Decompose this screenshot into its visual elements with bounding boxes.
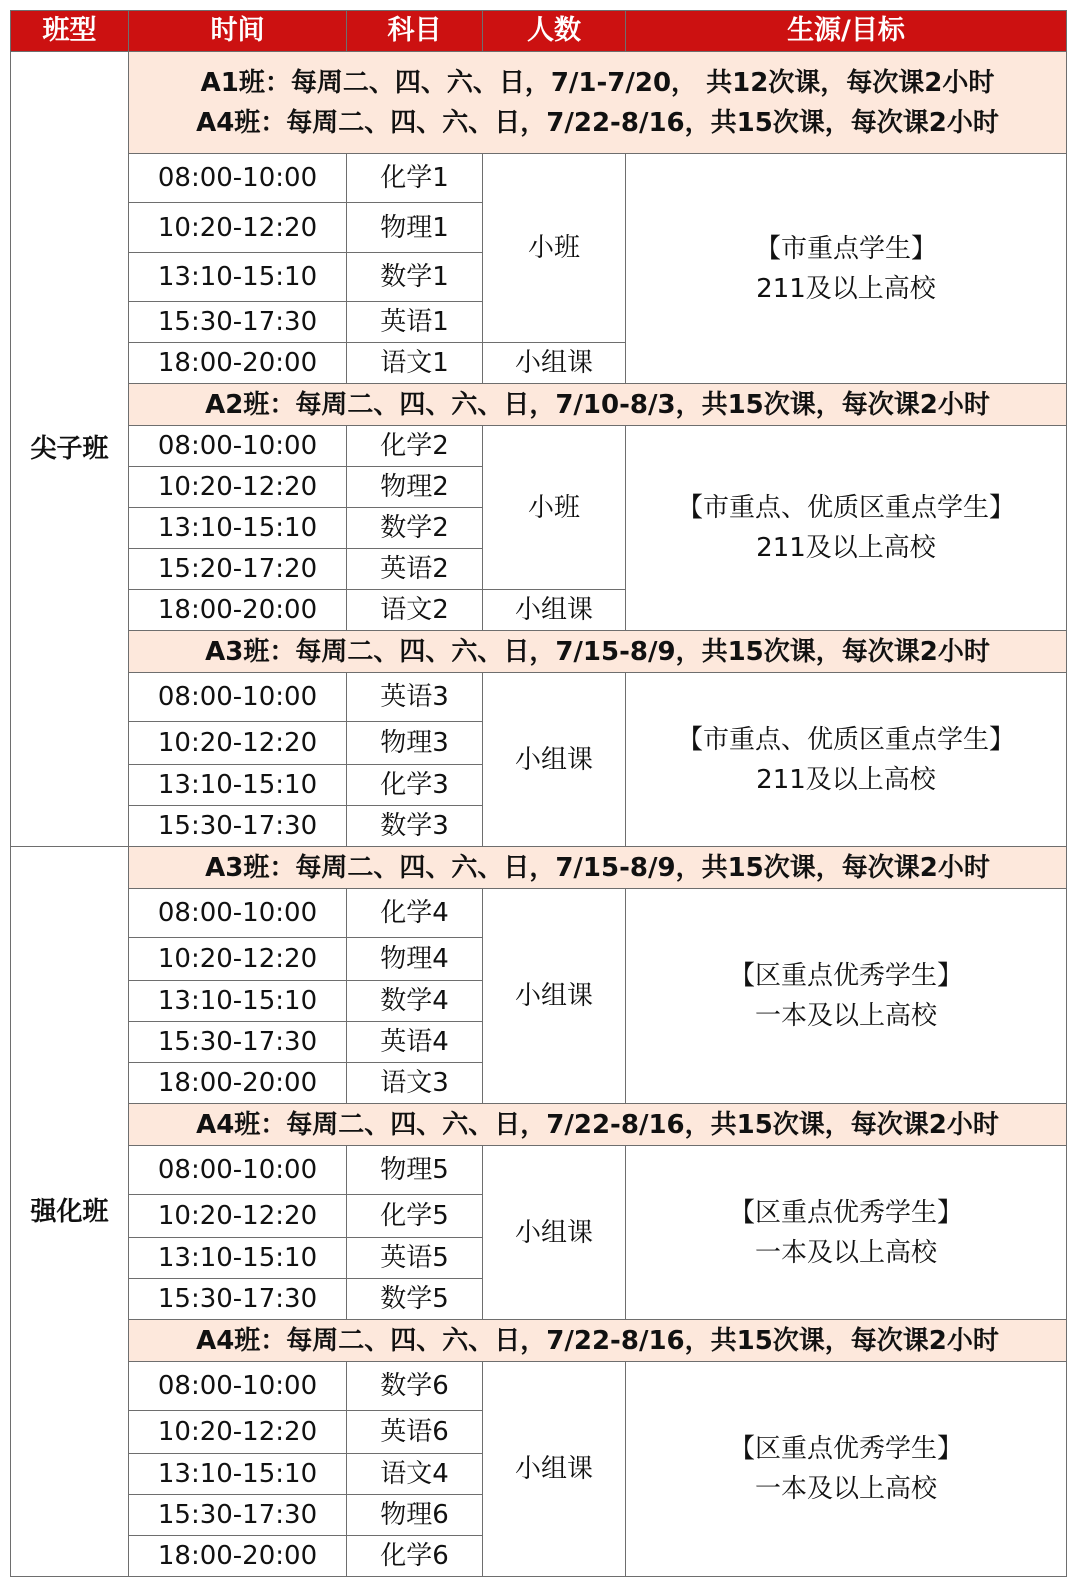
class-size-cell: 小组课 (483, 673, 626, 847)
class-size-cell: 小组课 (483, 1362, 626, 1577)
time-cell: 13:10-15:10 (129, 765, 347, 806)
section-header-row (11, 1104, 1067, 1146)
time-cell: 10:20-12:20 (129, 1195, 347, 1238)
class-size-cell: 小班 (483, 154, 626, 343)
time-cell: 10:20-12:20 (129, 722, 347, 765)
class-size-extra-cell: 小组课 (483, 343, 626, 384)
section-title-line: A4班：每周二、四、六、日，7/22-8/16，共15次课，每次课2小时 (196, 107, 999, 138)
target-line: 【区重点优秀学生】 (728, 1434, 963, 1464)
header-subject: 科目 (347, 11, 483, 52)
time-cell: 13:10-15:10 (129, 1454, 347, 1495)
table-row (11, 154, 1067, 203)
subject-cell: 数学4 (347, 981, 483, 1022)
time-cell: 15:30-17:30 (129, 806, 347, 847)
time-cell: 10:20-12:20 (129, 938, 347, 981)
section-title-line: A4班：每周二、四、六、日，7/22-8/16，共15次课，每次课2小时 (196, 1325, 999, 1356)
category-cell: 尖子班 (11, 52, 129, 847)
section-header-row (11, 631, 1067, 673)
subject-cell: 化学3 (347, 765, 483, 806)
time-cell: 13:10-15:10 (129, 1238, 347, 1279)
table-row (11, 673, 1067, 722)
target-line: 一本及以上高校 (754, 1237, 937, 1268)
time-cell: 08:00-10:00 (129, 673, 347, 722)
time-cell: 15:30-17:30 (129, 302, 347, 343)
section-header-row (11, 52, 1067, 154)
header-class-size: 人数 (483, 11, 626, 52)
class-size-cell: 小组课 (483, 1146, 626, 1320)
target-cell (626, 426, 1067, 631)
target-line: 一本及以上高校 (754, 1001, 937, 1031)
subject-cell: 物理1 (347, 203, 483, 253)
target-line: 211及以上高校 (756, 533, 936, 563)
subject-cell: 英语6 (347, 1411, 483, 1454)
section-title-line: A2班：每周二、四、六、日，7/10-8/3，共15次课，每次课2小时 (205, 389, 990, 420)
subject-cell: 英语4 (347, 1022, 483, 1063)
class-size-cell: 小组课 (483, 889, 626, 1104)
subject-cell: 语文1 (347, 343, 483, 384)
time-cell: 08:00-10:00 (129, 1362, 347, 1411)
subject-cell: 数学1 (347, 253, 483, 302)
subject-cell: 化学5 (347, 1195, 483, 1238)
target-line: 【区重点优秀学生】 (728, 961, 963, 991)
time-cell: 08:00-10:00 (129, 1146, 347, 1195)
class-size-extra-cell: 小组课 (483, 590, 626, 631)
section-header-row (11, 1320, 1067, 1362)
subject-cell: 物理6 (347, 1495, 483, 1536)
time-cell: 15:20-17:20 (129, 549, 347, 590)
time-cell: 13:10-15:10 (129, 981, 347, 1022)
time-cell: 08:00-10:00 (129, 154, 347, 203)
target-line: 【区重点优秀学生】 (728, 1197, 963, 1228)
subject-cell: 语文2 (347, 590, 483, 631)
target-line: 【市重点、优质区重点学生】 (676, 493, 1015, 523)
subject-cell: 化学1 (347, 154, 483, 203)
section-header-row (11, 847, 1067, 889)
header-target: 生源/目标 (626, 11, 1067, 52)
target-line: 211及以上高校 (756, 273, 936, 304)
time-cell: 15:30-17:30 (129, 1279, 347, 1320)
section-title-line: A3班：每周二、四、六、日，7/15-8/9，共15次课，每次课2小时 (205, 852, 990, 883)
subject-cell: 数学6 (347, 1362, 483, 1411)
subject-cell: 化学4 (347, 889, 483, 938)
table-row (11, 1362, 1067, 1411)
time-cell: 08:00-10:00 (129, 426, 347, 467)
schedule-table (10, 10, 1067, 1577)
subject-cell: 化学2 (347, 426, 483, 467)
time-cell: 18:00-20:00 (129, 1063, 347, 1104)
subject-cell: 数学2 (347, 508, 483, 549)
subject-cell: 化学6 (347, 1536, 483, 1577)
section-title (129, 1320, 1067, 1362)
category-cell: 强化班 (11, 847, 129, 1577)
time-cell: 15:30-17:30 (129, 1495, 347, 1536)
header-class-type: 班型 (11, 11, 129, 52)
time-cell: 13:10-15:10 (129, 253, 347, 302)
header-time: 时间 (129, 11, 347, 52)
subject-cell: 英语3 (347, 673, 483, 722)
section-title (129, 847, 1067, 889)
time-cell: 18:00-20:00 (129, 1536, 347, 1577)
target-line: 211及以上高校 (756, 764, 936, 795)
target-cell (626, 673, 1067, 847)
subject-cell: 物理3 (347, 722, 483, 765)
target-line: 【市重点学生】 (754, 233, 937, 264)
section-title-line: A3班：每周二、四、六、日，7/15-8/9，共15次课，每次课2小时 (205, 636, 990, 667)
table-row (11, 1146, 1067, 1195)
target-cell (626, 1362, 1067, 1577)
time-cell: 10:20-12:20 (129, 467, 347, 508)
section-header-row (11, 384, 1067, 426)
section-title (129, 1104, 1067, 1146)
target-cell (626, 154, 1067, 384)
target-cell (626, 889, 1067, 1104)
subject-cell: 物理5 (347, 1146, 483, 1195)
time-cell: 18:00-20:00 (129, 590, 347, 631)
class-size-cell: 小班 (483, 426, 626, 590)
table-row (11, 889, 1067, 938)
subject-cell: 物理4 (347, 938, 483, 981)
target-line: 【市重点、优质区重点学生】 (676, 724, 1015, 755)
section-title (129, 384, 1067, 426)
time-cell: 15:30-17:30 (129, 1022, 347, 1063)
table-row (11, 426, 1067, 467)
time-cell: 10:20-12:20 (129, 203, 347, 253)
target-line: 一本及以上高校 (754, 1474, 937, 1504)
subject-cell: 英语1 (347, 302, 483, 343)
time-cell: 10:20-12:20 (129, 1411, 347, 1454)
header-row (11, 11, 1067, 52)
time-cell: 18:00-20:00 (129, 343, 347, 384)
time-cell: 13:10-15:10 (129, 508, 347, 549)
subject-cell: 数学3 (347, 806, 483, 847)
subject-cell: 英语5 (347, 1238, 483, 1279)
subject-cell: 语文4 (347, 1454, 483, 1495)
section-title-line: A1班：每周二、四、六、日，7/1-7/20， 共12次课，每次课2小时 (200, 67, 995, 98)
section-title (129, 631, 1067, 673)
target-cell (626, 1146, 1067, 1320)
section-title (129, 52, 1067, 154)
section-title-line: A4班：每周二、四、六、日，7/22-8/16，共15次课，每次课2小时 (196, 1109, 999, 1140)
subject-cell: 英语2 (347, 549, 483, 590)
subject-cell: 数学5 (347, 1279, 483, 1320)
subject-cell: 物理2 (347, 467, 483, 508)
subject-cell: 语文3 (347, 1063, 483, 1104)
time-cell: 08:00-10:00 (129, 889, 347, 938)
